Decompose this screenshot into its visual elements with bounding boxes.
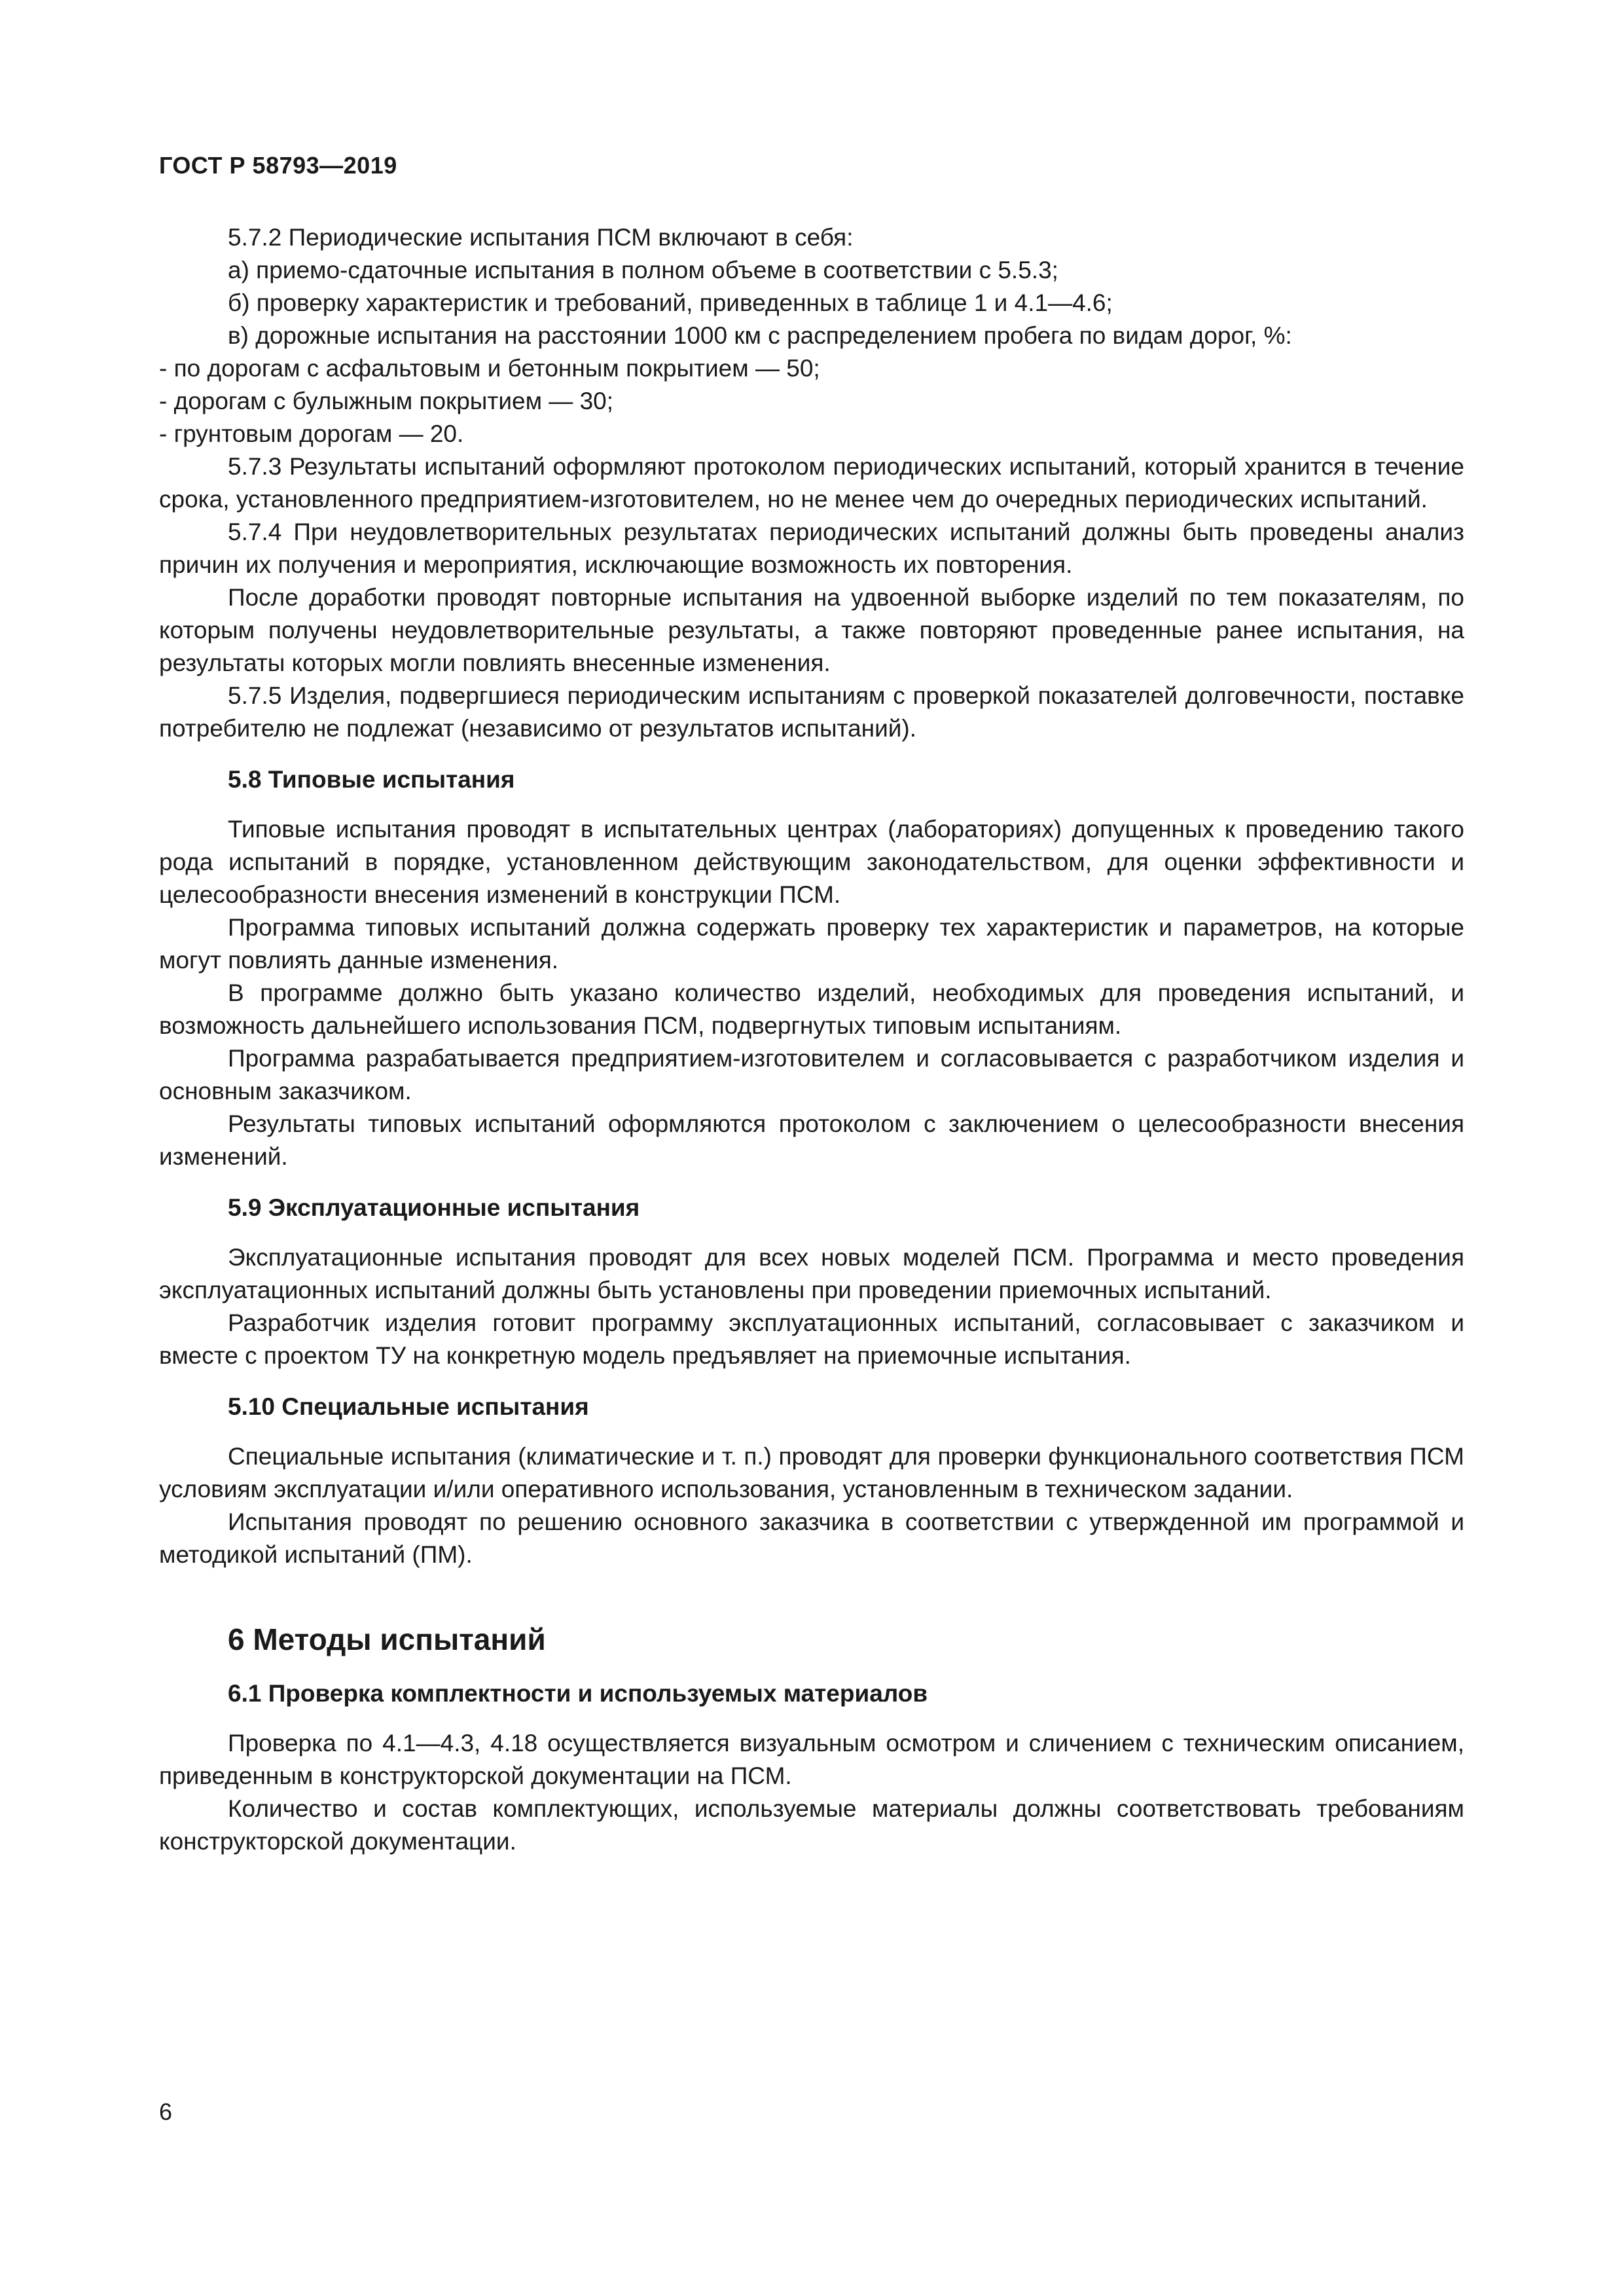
section-5-10-paragraph: Специальные испытания (климатические и т. п.) проводят для проверки функционального соответствия ПСМ условиям эксплуатации и/или оперативного использования, установленным в техническом задании. (159, 1443, 1464, 1503)
section-5-9-paragraph: Разработчик изделия готовит программу эксплуатационных испытаний, согласовывает с заказчиком и вместе с проектом ТУ на конкретную модель предъявляет на приемочные испытания. (159, 1309, 1464, 1369)
section-5-8-paragraph: Программа разрабатывается предприятием-изготовителем и согласовывается с разработчиком изделия и основным заказчиком. (159, 1045, 1464, 1104)
list-item-a: а) приемо-сдаточные испытания в полном объеме в соответствии с 5.5.3; (228, 257, 1058, 283)
page-content (159, 221, 1464, 1858)
clause-5-7-5: 5.7.5 Изделия, подвергшиеся периодическим испытаниям с проверкой показателей долговечности, поставке потребителю не подлежат (независимо от результатов испытаний). (159, 682, 1464, 742)
list-item-v: в) дорожные испытания на расстоянии 1000 км с распределением пробега по видам дорог, %: (228, 322, 1292, 349)
section-5-9-paragraph: Эксплуатационные испытания проводят для всех новых моделей ПСМ. Программа и место проведения эксплуатационных испытаний должны быть установлены при проведении приемочных испытаний. (159, 1244, 1464, 1303)
section-5-8-paragraph: Результаты типовых испытаний оформляются протоколом с заключением о целесообразности внесения изменений. (159, 1110, 1464, 1170)
section-5-8-paragraph: В программе должно быть указано количество изделий, необходимых для проведения испытаний, и возможность дальнейшего использования ПСМ, подвергнутых типовым испытаниям. (159, 979, 1464, 1039)
dash-item-dirt: - грунтовым дорогам — 20. (159, 420, 464, 447)
section-6-1-heading: 6.1 Проверка комплектности и используемых материалов (228, 1680, 928, 1707)
dash-item-asphalt: - по дорогам с асфальтовым и бетонным покрытием — 50; (159, 355, 820, 382)
section-5-8-paragraph: Программа типовых испытаний должна содержать проверку тех характеристик и параметров, на которые могут повлиять данные изменения. (159, 914, 1464, 974)
section-5-8-heading: 5.8 Типовые испытания (228, 766, 515, 793)
section-6-1-paragraph: Количество и состав комплектующих, используемые материалы должны соответствовать требованиям конструкторской документации. (159, 1795, 1464, 1855)
dash-item-cobblestone: - дорогам с булыжным покрытием — 30; (159, 388, 614, 414)
page-number: 6 (159, 2098, 173, 2125)
document-code-header: ГОСТ Р 58793—2019 (159, 152, 397, 179)
clause-5-7-4-continued: После доработки проводят повторные испытания на удвоенной выборке изделий по тем показателям, по которым получены неудовлетворительные результаты, а также повторяют проведенные ранее испытания, на результаты которых могли повлиять внесенные изменения. (159, 584, 1464, 676)
section-5-8-paragraph: Типовые испытания проводят в испытательных центрах (лабораториях) допущенных к проведению такого рода испытаний в порядке, установленном действующим законодательством, для оценки эффективности и целесообразности внесения изменений в конструкции ПСМ. (159, 816, 1464, 908)
clause-5-7-4: 5.7.4 При неудовлетворительных результатах периодических испытаний должны быть проведены анализ причин их получения и мероприятия, исключающие возможность их повторения. (159, 519, 1464, 578)
list-item-b: б) проверку характеристик и требований, приведенных в таблице 1 и 4.1—4.6; (228, 289, 1113, 316)
section-5-10-heading: 5.10 Специальные испытания (228, 1393, 589, 1420)
section-6-heading: 6 Методы испытаний (228, 1622, 546, 1656)
clause-5-7-2-intro: 5.7.2 Периодические испытания ПСМ включают в себя: (228, 224, 854, 251)
clause-5-7-3: 5.7.3 Результаты испытаний оформляют протоколом периодических испытаний, который хранится в течение срока, установленного предприятием-изготовителем, но не менее чем до очередных периодических испытаний. (159, 453, 1464, 513)
section-5-10-paragraph: Испытания проводят по решению основного заказчика в соответствии с утвержденной им программой и методикой испытаний (ПМ). (159, 1508, 1464, 1568)
section-5-9-heading: 5.9 Эксплуатационные испытания (228, 1194, 640, 1221)
section-6-1-paragraph: Проверка по 4.1—4.3, 4.18 осуществляется визуальным осмотром и сличением с техническим описанием, приведенным в конструкторской документации на ПСМ. (159, 1730, 1464, 1789)
